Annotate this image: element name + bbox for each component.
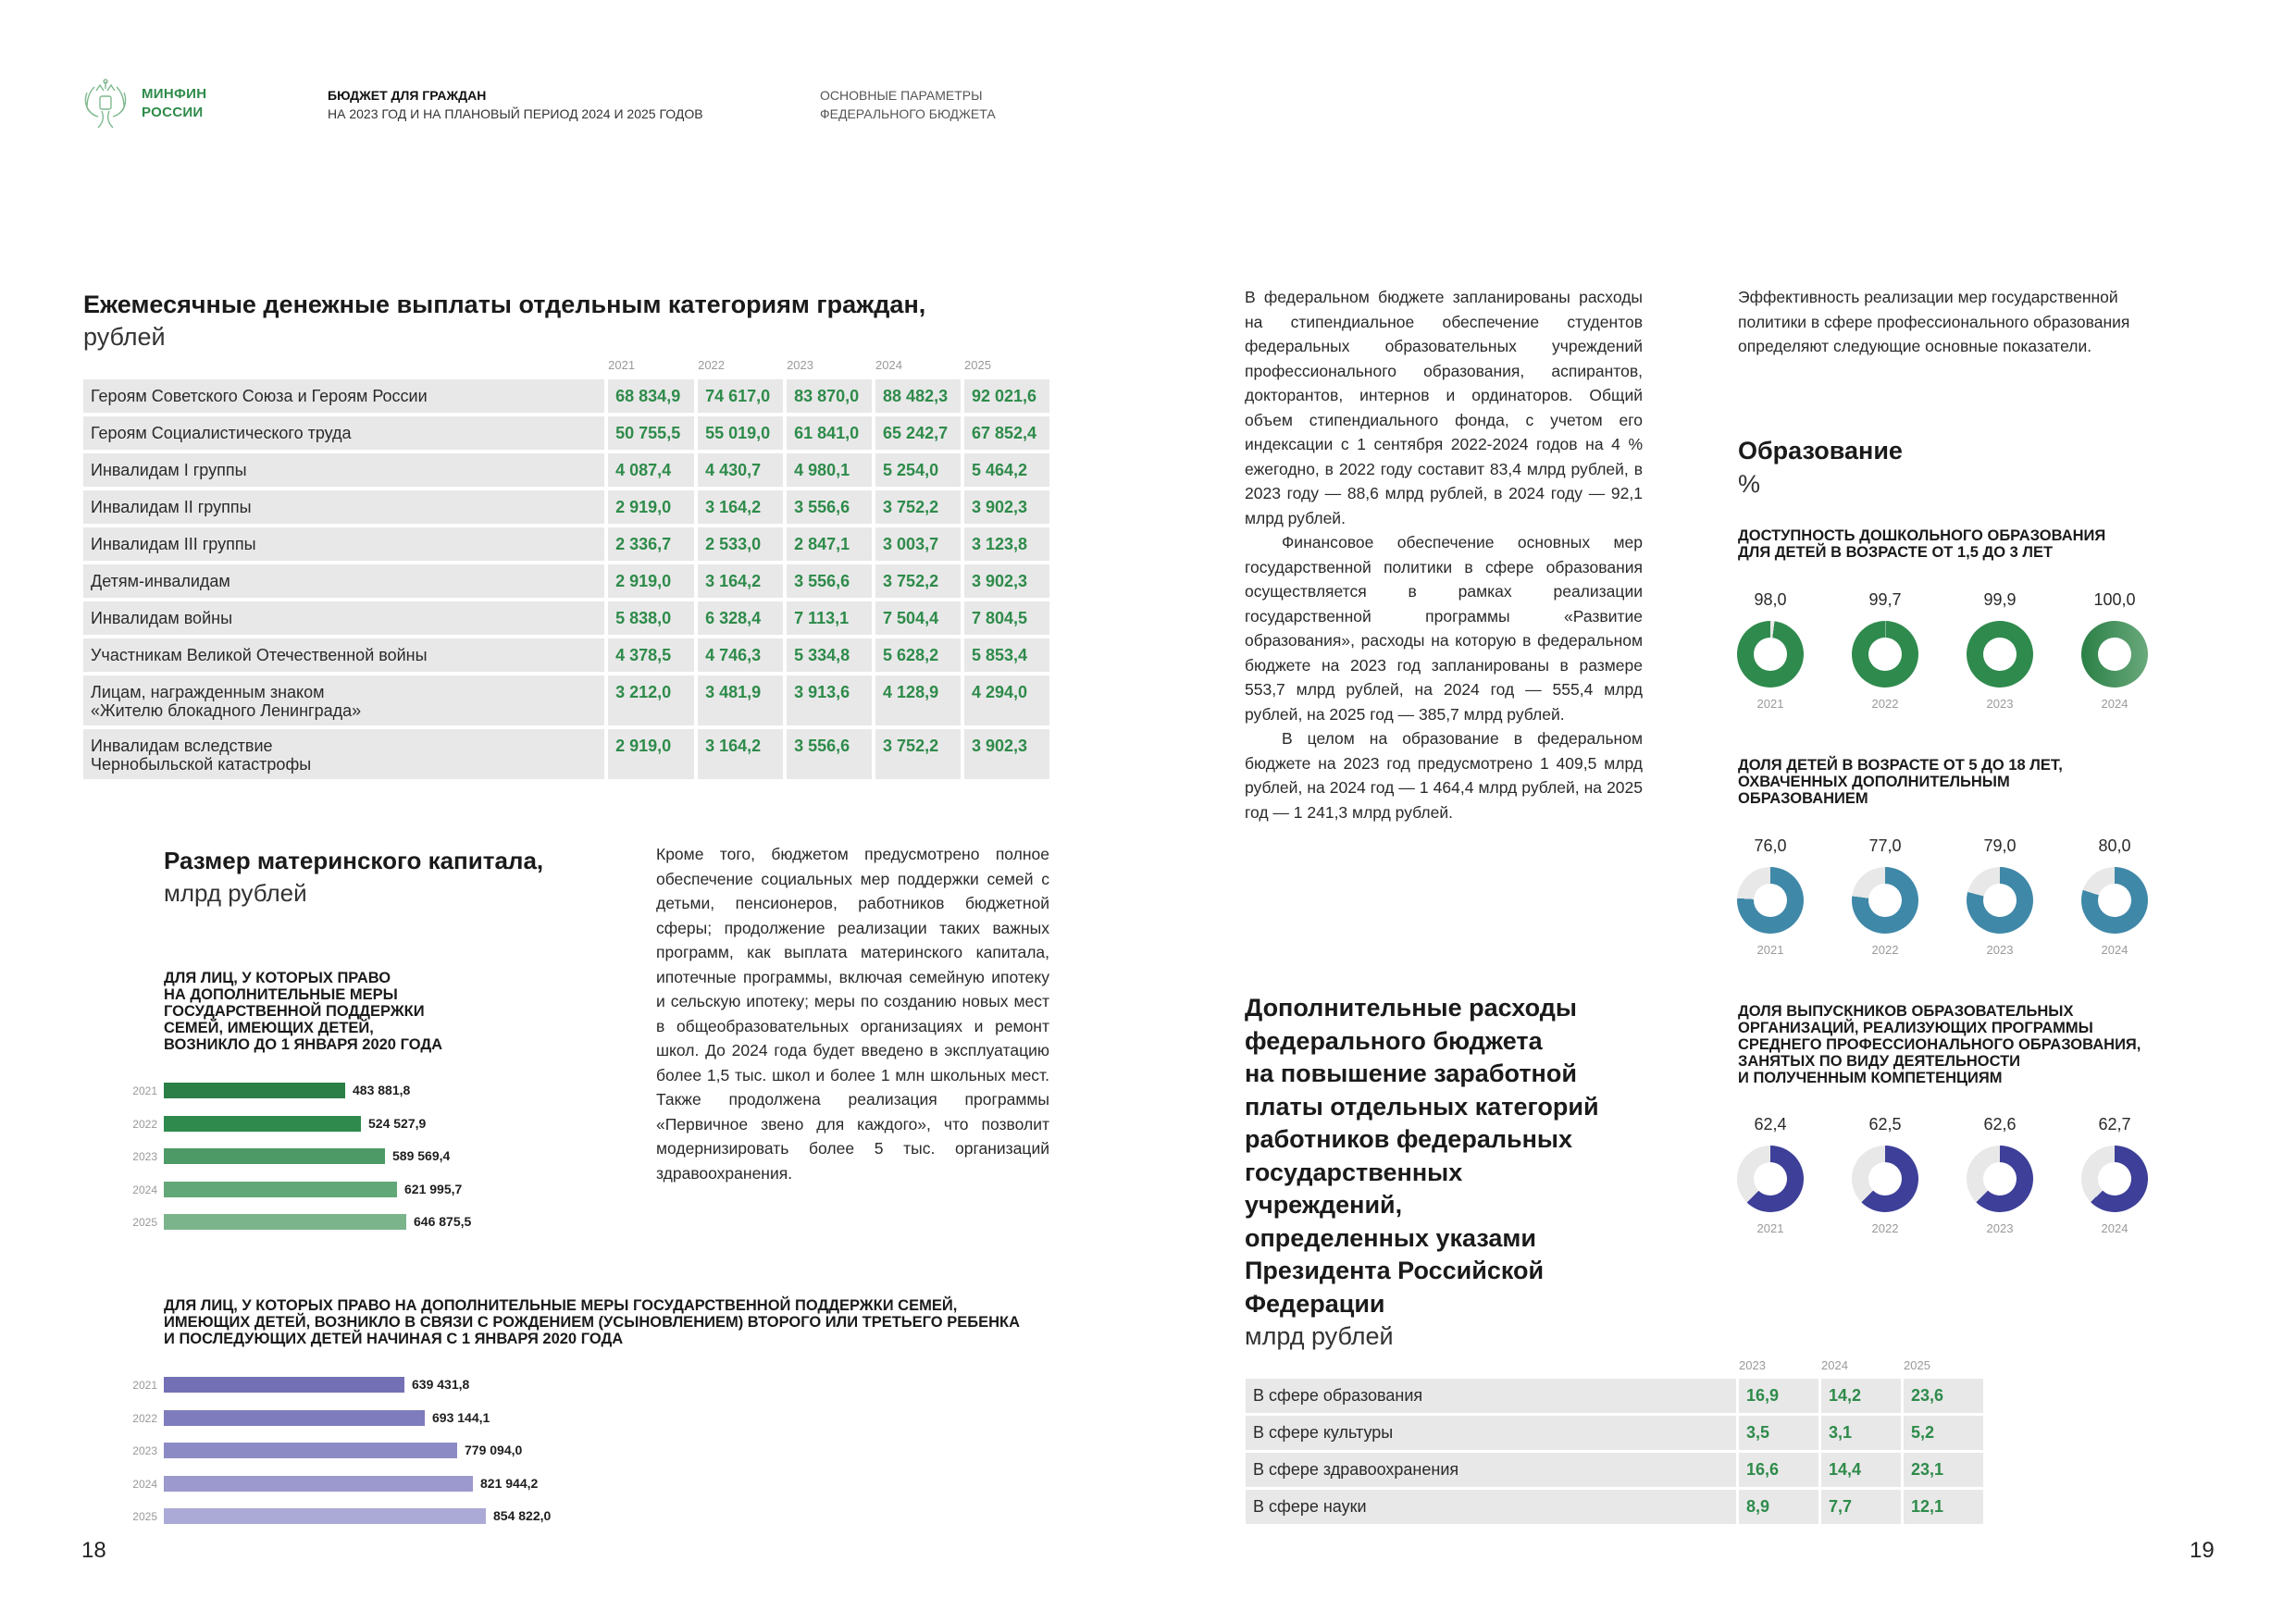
bar xyxy=(164,1476,473,1492)
donut-ring xyxy=(1967,621,2033,688)
bar xyxy=(164,1508,486,1524)
education-unit: % xyxy=(1738,470,1761,498)
bar xyxy=(164,1116,361,1132)
bar-row: 524 527,9 xyxy=(164,1115,426,1132)
donut-chart: 62,7 2024 xyxy=(2078,1115,2152,1235)
monthly-payments-unit: рублей xyxy=(83,323,166,351)
table-row: Лицам, награжденным знаком «Жителю блокадного Ленинграда» 3 212,0 3 481,9 3 913,6 4 128,9 4 294,0 xyxy=(83,675,1049,725)
bar xyxy=(164,1182,397,1197)
document-title: БЮДЖЕТ ДЛЯ ГРАЖДАН НА 2023 ГОД И НА ПЛАНОВЫЙ ПЕРИОД 2024 И 2025 ГОДОВ xyxy=(328,88,703,121)
donut-chart: 62,5 2022 xyxy=(1848,1115,1922,1235)
additional-education-caption: ДОЛЯ ДЕТЕЙ В ВОЗРАСТЕ ОТ 5 ДО 18 ЛЕТ, ОХВАЧЕННЫХ ДОПОЛНИТЕЛЬНЫМ ОБРАЗОВАНИЕМ xyxy=(1738,757,2063,807)
donut-ring xyxy=(1967,867,2033,934)
bar-year-label: 2023 xyxy=(132,1444,157,1457)
chart1-caption: ДЛЯ ЛИЦ, У КОТОРЫХ ПРАВО НА ДОПОЛНИТЕЛЬНЫЕ МЕРЫ ГОСУДАРСТВЕННОЙ ПОДДЕРЖКИ СЕМЕЙ, ИМЕЮЩИХ ДЕТЕЙ, ВОЗНИКЛО ДО 1 ЯНВАРЯ 2020 ГОДА xyxy=(164,970,442,1053)
bar-year-label: 2021 xyxy=(132,1379,157,1392)
donut-chart: 77,0 2022 xyxy=(1848,836,1922,957)
donut-chart: 79,0 2023 xyxy=(1963,836,2037,957)
chart2-caption: ДЛЯ ЛИЦ, У КОТОРЫХ ПРАВО НА ДОПОЛНИТЕЛЬНЫЕ МЕРЫ ГОСУДАРСТВЕННОЙ ПОДДЕРЖКИ СЕМЕЙ, ИМЕЮЩИХ ДЕТЕЙ, ВОЗНИКЛО В СВЯЗИ С РОЖДЕНИЕМ (УСЫНОВЛЕНИЕМ) ВТОРОГО ИЛИ ТРЕТЬЕГО РЕБЕНКА И ПОСЛЕДУЮЩИХ ДЕТЕЙ НАЧИНАЯ С 1 ЯНВАРЯ 2020 ГОДА xyxy=(164,1297,1021,1347)
donut-ring xyxy=(1737,1146,1804,1212)
year-header: 2025 xyxy=(964,357,991,372)
preschool-caption: ДОСТУПНОСТЬ ДОШКОЛЬНОГО ОБРАЗОВАНИЯ ДЛЯ ДЕТЕЙ В ВОЗРАСТЕ ОТ 1,5 ДО 3 ЛЕТ xyxy=(1738,527,2106,561)
donut-ring xyxy=(1737,867,1804,934)
bar-row: 483 881,8 xyxy=(164,1082,410,1098)
bar-year-label: 2025 xyxy=(132,1216,157,1229)
page-number-right: 19 xyxy=(2190,1538,2215,1563)
donut-chart: 80,0 2024 xyxy=(2078,836,2152,957)
donut-chart: 98,0 2021 xyxy=(1733,590,1807,711)
education-paragraph: В федеральном бюджете запланированы расходы на стипендиальное обеспечение студентов федеральных образовательных учреждений профессионального образования, аспирантов, докторантов, интернов и ординаторов. Общий объем стипендиального фонда, с учетом его индексации с 1 сентября 2022-2024 годов на 4 % ежегодно, в 2022 году составит 83,4 млрд рублей, в 2023 году — 88,6 млрд рублей, в 2024 году — 92,1 млрд рублей. Финансовое обеспечение основных мер государственной политики в сфере образования осуществляется в рамках реализации государственной программы «Развитие образования», расходы на которую в федеральном бюджете на 2023 год запланированы в размере 553,7 млрд рублей, на 2024 год — 555,4 млрд рублей, на 2025 год — 385,7 млрд рублей. В целом на образование в федеральном бюджете на 2023 год предусмотрено 1 409,5 млрд рублей, на 2024 год — 1 464,4 млрд рублей, на 2025 год — 1 241,3 млрд рублей. xyxy=(1245,288,1643,822)
donut-ring xyxy=(1852,1146,1918,1212)
bar-year-label: 2021 xyxy=(132,1084,157,1097)
coat-of-arms-icon xyxy=(81,78,130,130)
bar xyxy=(164,1214,406,1230)
donut-ring xyxy=(1967,1146,2033,1212)
donut-ring xyxy=(2081,867,2148,934)
bar-year-label: 2022 xyxy=(132,1412,157,1425)
year-header: 2022 xyxy=(698,357,726,372)
salary-expenses-unit: млрд рублей xyxy=(1245,1322,1394,1350)
year-header: 2024 xyxy=(1821,1357,1848,1372)
donut-chart: 99,7 2022 xyxy=(1848,590,1922,711)
bar-row: 646 875,5 xyxy=(164,1213,471,1230)
bar-row: 854 822,0 xyxy=(164,1507,551,1524)
table-header-row xyxy=(83,353,1049,376)
monthly-payments-title: Ежемесячные денежные выплаты отдельным категориям граждан, xyxy=(83,291,926,318)
bar xyxy=(164,1377,404,1393)
efficiency-paragraph: Эффективность реализации мер государственной политики в сфере профессионального образования определяют следующие основные показатели. xyxy=(1738,288,2130,355)
table-row: Героям Советского Союза и Героям России 68 834,9 74 617,0 83 870,0 88 482,3 92 021,6 xyxy=(83,379,1049,413)
monthly-payments-table xyxy=(80,350,1053,783)
maternity-capital-unit: млрд рублей xyxy=(164,879,307,907)
table-row: Инвалидам II группы 2 919,0 3 164,2 3 556,6 3 752,2 3 902,3 xyxy=(83,490,1049,524)
donut-chart: 100,0 2024 xyxy=(2078,590,2152,711)
year-header: 2024 xyxy=(875,357,902,372)
donut-ring xyxy=(1852,867,1918,934)
table-row: В сфере образования 16,9 14,2 23,6 xyxy=(1246,1379,1983,1413)
table-row: В сфере науки 8,9 7,7 12,1 xyxy=(1246,1490,1983,1524)
bar xyxy=(164,1148,385,1164)
table-row: В сфере здравоохранения 16,6 14,4 23,1 xyxy=(1246,1453,1983,1487)
page-number-left: 18 xyxy=(81,1538,106,1563)
bar-row: 779 094,0 xyxy=(164,1442,522,1458)
table-row: В сфере культуры 3,5 3,1 5,2 xyxy=(1246,1416,1983,1450)
donut-chart: 99,9 2023 xyxy=(1963,590,2037,711)
table-row: Инвалидам I группы 4 087,4 4 430,7 4 980,1 5 254,0 5 464,2 xyxy=(83,453,1049,487)
year-header: 2023 xyxy=(1739,1357,1766,1372)
education-title: Образование xyxy=(1738,437,1903,465)
donut-chart: 76,0 2021 xyxy=(1733,836,1807,957)
donut-chart: 62,6 2023 xyxy=(1963,1115,2037,1235)
bar xyxy=(164,1083,345,1098)
donut-ring xyxy=(1852,621,1918,688)
donut-ring xyxy=(1737,621,1804,688)
table-row: Участникам Великой Отечественной войны 4 378,5 4 746,3 5 334,8 5 628,2 5 853,4 xyxy=(83,638,1049,672)
bar-year-label: 2023 xyxy=(132,1150,157,1163)
table-header-row xyxy=(1246,1354,1983,1376)
brand-name: МИНФИН РОССИИ xyxy=(142,86,207,120)
graduates-caption: ДОЛЯ ВЫПУСКНИКОВ ОБРАЗОВАТЕЛЬНЫХ ОРГАНИЗАЦИЙ, РЕАЛИЗУЮЩИХ ПРОГРАММЫ СРЕДНЕГО ПРОФЕССИОНАЛЬНОГО ОБРАЗОВАНИЯ, ЗАНЯТЫХ ПО ВИДУ ДЕЯТЕЛЬНОСТИ И ПОЛУЧЕННЫМ КОМПЕТЕНЦИЯМ xyxy=(1738,1003,2141,1086)
table-row: Инвалидам войны 5 838,0 6 328,4 7 113,1 7 504,4 7 804,5 xyxy=(83,601,1049,635)
section-title: ОСНОВНЫЕ ПАРАМЕТРЫ ФЕДЕРАЛЬНОГО БЮДЖЕТА xyxy=(820,88,996,121)
bar-row: 621 995,7 xyxy=(164,1181,462,1197)
bar-year-label: 2025 xyxy=(132,1510,157,1523)
bar xyxy=(164,1410,425,1426)
donut-chart: 62,4 2021 xyxy=(1733,1115,1807,1235)
bar-year-label: 2024 xyxy=(132,1478,157,1491)
bar-row: 589 569,4 xyxy=(164,1147,450,1164)
table-row: Героям Социалистического труда 50 755,5 55 019,0 61 841,0 65 242,7 67 852,4 xyxy=(83,416,1049,450)
bar-year-label: 2022 xyxy=(132,1118,157,1131)
salary-expenses-table xyxy=(1243,1351,1986,1527)
year-header: 2023 xyxy=(787,357,813,372)
table-row: Инвалидам III группы 2 336,7 2 533,0 2 847,1 3 003,7 3 123,8 xyxy=(83,527,1049,561)
year-header: 2021 xyxy=(608,357,636,372)
maternity-capital-title: Размер материнского капитала, xyxy=(164,847,544,874)
year-header: 2025 xyxy=(1904,1357,1930,1372)
donut-ring xyxy=(2081,1146,2148,1212)
salary-expenses-title: Дополнительные расходы федерального бюджета на повышение заработной платы отдельных категорий работников федеральных государственных учреждений, определенных указами Президента Российской Федерации xyxy=(1245,994,1599,1318)
bar xyxy=(164,1443,457,1458)
table-row: Детям-инвалидам 2 919,0 3 164,2 3 556,6 3 752,2 3 902,3 xyxy=(83,564,1049,598)
bar-year-label: 2024 xyxy=(132,1183,157,1196)
bar-row: 821 944,2 xyxy=(164,1475,538,1492)
family-support-paragraph: Кроме того, бюджетом предусмотрено полное обеспечение социальных мер поддержки семей с детьми, пенсионеров, работников бюджетной сферы; продолжение реализации таких важных программ, как выплата материнского капитала, ипотечные программы, включая семейную ипотеку и сельскую ипотеку; меры по созданию новых мест в общеобразовательных организациях и ремонт школ. До 2024 года будет введено в эксплуатацию более 1,5 тыс. школ и более 1 млн школьных мест. Также продолжена реализация программы «Первичное звено для каждого», что позволит модернизировать более 5 тыс. организаций здравоохранения. xyxy=(656,845,1049,1183)
bar-row: 693 144,1 xyxy=(164,1409,490,1426)
bar-row: 639 431,8 xyxy=(164,1376,469,1393)
table-row: Инвалидам вследствие Чернобыльской катастрофы 2 919,0 3 164,2 3 556,6 3 752,2 3 902,3 xyxy=(83,729,1049,779)
donut-ring xyxy=(2081,621,2148,688)
